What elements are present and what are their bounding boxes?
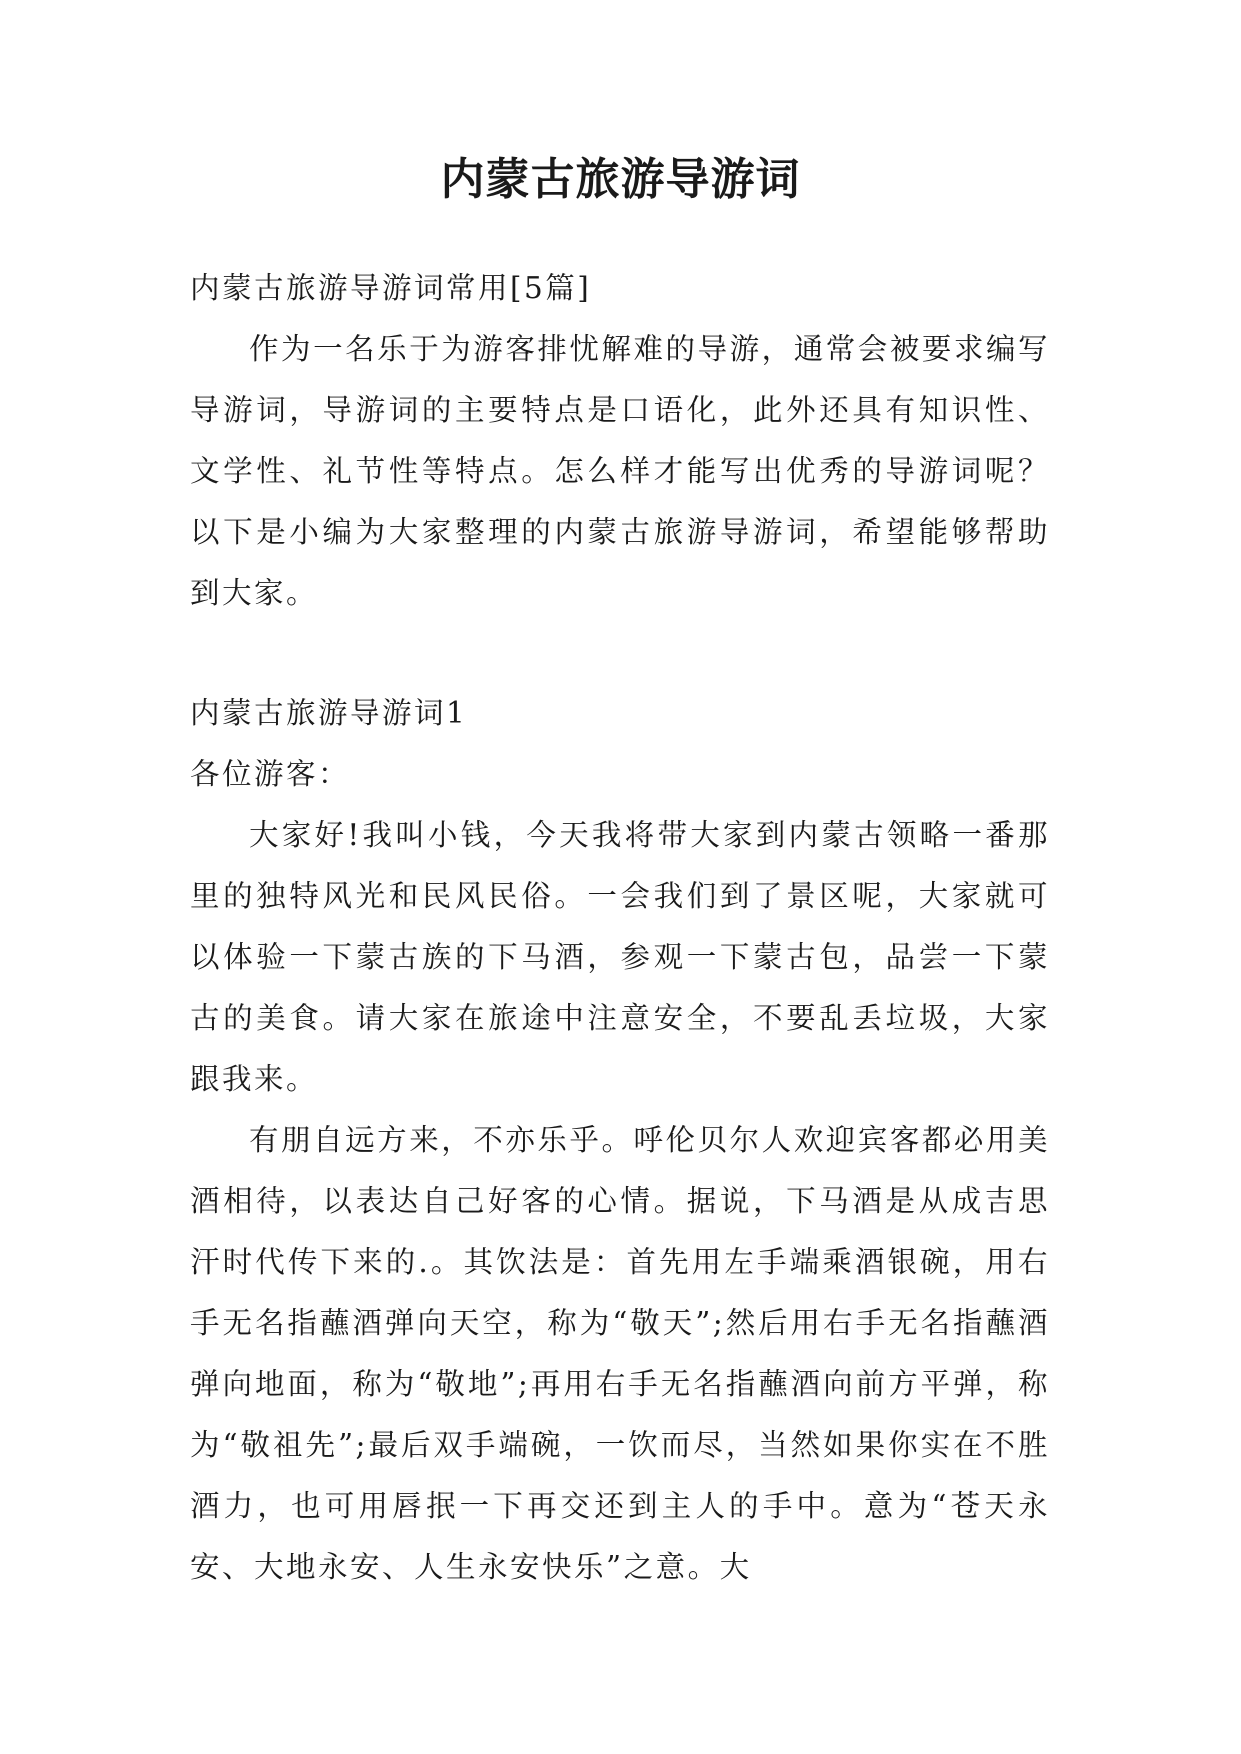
intro-paragraph: 作为一名乐于为游客排忧解难的导游，通常会被要求编写导游词，导游词的主要特点是口语化，此外还具有知识性、文学性、礼节性等特点。怎么样才能写出优秀的导游词呢？以下是小编为大家整理的内蒙古旅游导游词，希望能够帮助到大家。 [190, 332, 1050, 610]
body-paragraph-2: 有朋自远方来，不亦乐乎。呼伦贝尔人欢迎宾客都必用美酒相待，以表达自己好客的心情。据说，下马酒是从成吉思汗时代传下来的.。其饮法是：首先用左手端乘酒银碗，用右手无名指蘸酒弹向天空，称为“敬天”;然后用右手无名指蘸酒弹向地面，称为“敬地”;再用右手无名指蘸酒向前方平弹，称为“敬祖先”;最后双手端碗，一饮而尽，当然如果你实在不胜酒力，也可用唇抿一下再交还到主人的手中。意为“苍天永安、大地永安、人生永安快乐”之意。大 [190, 1123, 1050, 1584]
document-title: 内蒙古旅游导游词 [440, 154, 801, 205]
body-paragraph-1: 大家好!我叫小钱，今天我将带大家到内蒙古领略一番那里的独特风光和民风民俗。一会我们到了景区呢，大家就可以体验一下蒙古族的下马酒，参观一下蒙古包，品尝一下蒙古的美食。请大家在旅途中注意安全，不要乱丢垃圾，大家跟我来。 [190, 818, 1050, 1096]
document-body [190, 258, 1050, 1598]
section-heading: 内蒙古旅游导游词1 [190, 696, 468, 730]
salutation: 各位游客： [190, 757, 351, 791]
section-spacer [190, 624, 1050, 683]
document-subtitle: 内蒙古旅游导游词常用[5篇] [190, 271, 592, 305]
